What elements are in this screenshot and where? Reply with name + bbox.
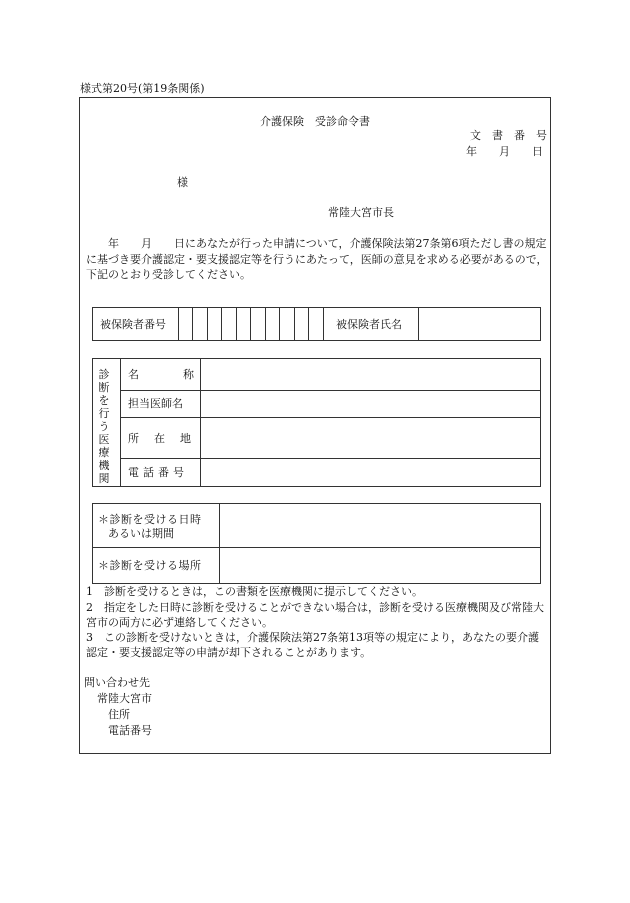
contact-phone-label: 電話番号 (108, 724, 152, 737)
insured-number-label: 被保険者番号 (100, 318, 166, 331)
note-2: 2 指定をした日時に診断を受けることができない場合は，診断を受ける医療機関及び常陸大宮市の両方に必ず連絡してください。 (86, 601, 544, 629)
form-title: 介護保険 受診命令書 (260, 115, 370, 128)
note-1: 1 診断を受けるときは，この書類を医療機関に提示してください。 (86, 585, 423, 598)
insured-name-label: 被保険者氏名 (336, 318, 402, 331)
body-paragraph: 年 月 日にあなたが行った申請について，介護保険法第27条第6項ただし書の規定に基づき要介護認定・要支援認定等を行うにあたって，医師の意見を求める必要があるので，下記のとおり受診してください。 (86, 237, 548, 281)
contact-heading: 問い合わせ先 (84, 676, 150, 689)
institution-row-address: 所 在 地 (128, 432, 193, 445)
issuer-name: 常陸大宮市長 (328, 206, 394, 219)
contact-address-label: 住所 (108, 708, 130, 721)
contact-org: 常陸大宮市 (97, 692, 152, 705)
doc-number-label: 文 書 番 号 (470, 129, 547, 142)
exam-period-label: あるいは期間 (108, 527, 174, 540)
institution-row-name: 名 称 (128, 368, 194, 381)
recipient-suffix: 様 (177, 176, 188, 189)
exam-place-label: ＊診断を受ける場所 (98, 559, 202, 572)
institution-row-doctor: 担当医師名 (128, 397, 183, 410)
note-3: 3 この診断を受けないときは，介護保険法第27条第13項等の規定により，あなたの要介護認定・要支援認定等の申請が却下されることがあります。 (86, 631, 539, 659)
institution-vertical-label: 診断を行う医療機関 (98, 368, 110, 485)
institution-row-phone: 電話番号 (128, 466, 188, 479)
form-number: 様式第20号(第19条関係) (80, 82, 205, 95)
date-label: 年 月 日 (466, 145, 543, 158)
exam-datetime-label: ＊診断を受ける日時 (98, 513, 202, 526)
